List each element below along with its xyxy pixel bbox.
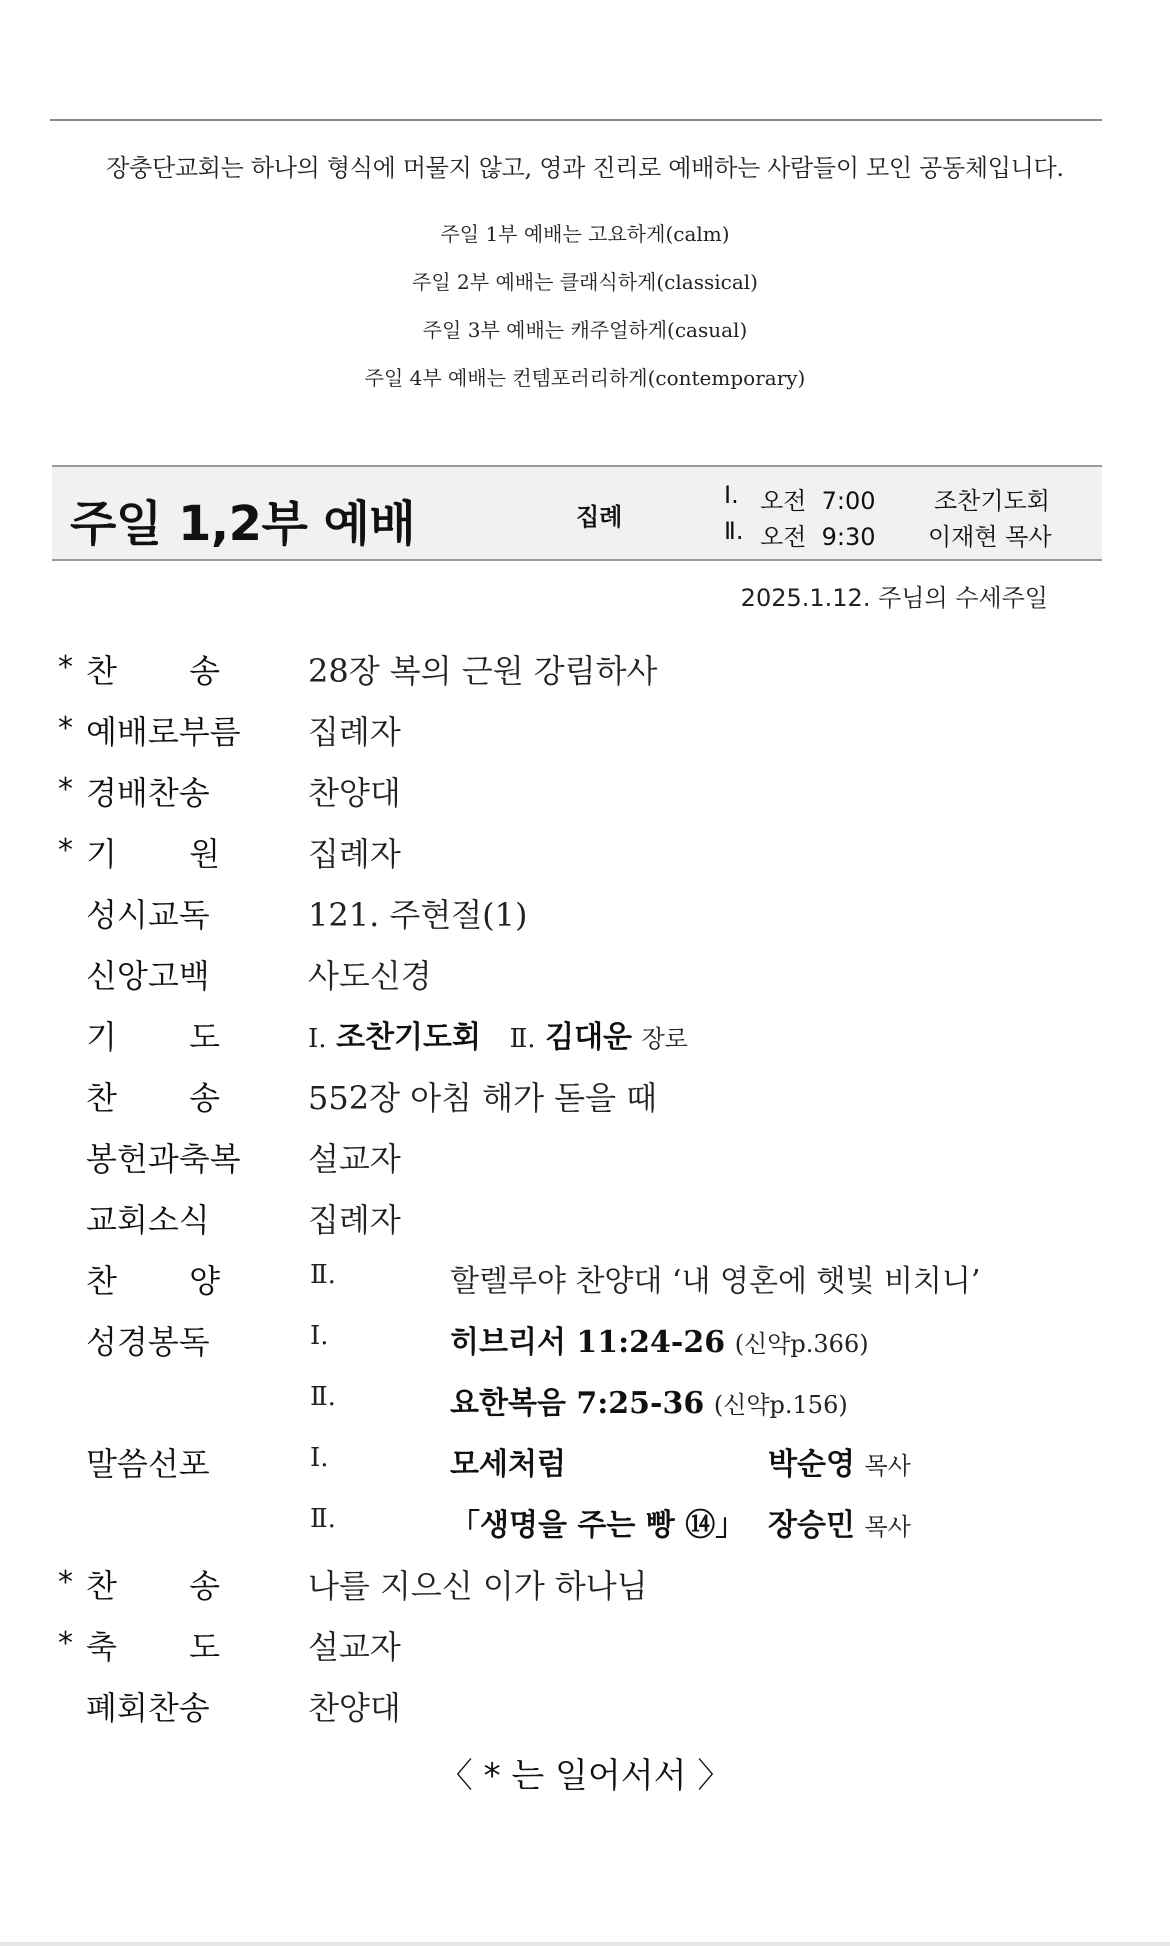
order-row	[0, 1256, 1170, 1306]
schedule-num-2: Ⅱ.	[724, 517, 744, 545]
order-row	[0, 1378, 1170, 1428]
service-style-2: 주일 2부 예배는 클래식하게(classical)	[412, 270, 758, 294]
schedule-num-1: Ⅰ.	[724, 481, 739, 509]
standing-note: 〈 * 는 일어서서 〉	[438, 1756, 732, 1796]
order-content: 찬양대	[308, 774, 401, 812]
order-row	[0, 1439, 1170, 1489]
order-content: 찬양대	[308, 1689, 401, 1727]
order-content: 나를 지으신 이가 하나님	[308, 1567, 648, 1605]
service-number: Ⅰ.	[310, 1443, 329, 1473]
stand-marker: *	[58, 650, 73, 685]
top-divider	[50, 119, 1102, 121]
church-intro: 장충단교회는 하나의 형식에 머물지 않고, 영과 진리로 예배하는 사람들이 모인 공동체입니다.	[106, 154, 1064, 182]
preacher: 장승민 목사	[768, 1508, 911, 1543]
order-content: 집례자	[308, 713, 401, 751]
order-row	[0, 1195, 1170, 1245]
order-label: 경배찬송	[86, 774, 210, 812]
order-label: 기 도	[86, 1018, 220, 1056]
prayer-content: Ⅰ. 조찬기도회 Ⅱ. 김대운 장로	[308, 1020, 688, 1055]
stand-marker: *	[58, 711, 73, 746]
order-row	[0, 951, 1170, 1001]
service-style-1: 주일 1부 예배는 고요하게(calm)	[440, 222, 730, 246]
order-row	[0, 829, 1170, 879]
stand-marker: *	[58, 1565, 73, 1600]
order-label: 말씀선포	[86, 1445, 210, 1483]
service-title: 주일 1,2부 예배	[70, 496, 416, 552]
order-label: 폐회찬송	[86, 1689, 210, 1727]
order-row	[0, 768, 1170, 818]
order-label: 기 원	[86, 835, 220, 873]
service-number: Ⅰ.	[310, 1321, 329, 1351]
order-row	[0, 1317, 1170, 1367]
order-label: 성시교독	[86, 896, 210, 934]
order-label: 축 도	[86, 1628, 220, 1666]
order-content: 설교자	[308, 1628, 401, 1666]
stand-marker: *	[58, 772, 73, 807]
order-row	[0, 1012, 1170, 1062]
order-label: 예배로부름	[86, 713, 241, 751]
service-number: Ⅱ.	[310, 1260, 336, 1290]
order-label: 찬 송	[86, 1567, 220, 1605]
order-row	[0, 646, 1170, 696]
order-content: 설교자	[308, 1140, 401, 1178]
order-content: 집례자	[308, 1201, 401, 1239]
schedule-leader-2: 이재현 목사	[928, 523, 1052, 551]
order-content: 552장 아침 해가 돋을 때	[308, 1079, 658, 1117]
order-row	[0, 1073, 1170, 1123]
order-row	[0, 1500, 1170, 1550]
presider-label: 집례	[576, 503, 623, 531]
scripture-content: 히브리서 11:24-26 (신약p.366)	[450, 1325, 869, 1360]
order-content: 사도신경	[308, 957, 432, 995]
order-content: 121. 주현절(1)	[308, 896, 528, 934]
order-label: 교회소식	[86, 1201, 210, 1239]
order-label: 찬 송	[86, 652, 220, 690]
schedule-time-1: 오전 7:00	[760, 487, 876, 515]
order-row	[0, 890, 1170, 940]
order-content: 28장 복의 근원 강림하사	[308, 652, 658, 690]
service-number: Ⅱ.	[310, 1504, 336, 1534]
schedule-leader-1: 조찬기도회	[934, 487, 1050, 515]
service-date: 2025.1.12. 주님의 수세주일	[740, 584, 1048, 612]
order-label: 신앙고백	[86, 957, 210, 995]
order-content: 집례자	[308, 835, 401, 873]
order-label: 찬 송	[86, 1079, 220, 1117]
preacher: 박순영 목사	[768, 1447, 911, 1482]
bottom-strip	[0, 1942, 1170, 1946]
stand-marker: *	[58, 833, 73, 868]
order-row	[0, 1561, 1170, 1611]
order-label: 봉헌과축복	[86, 1140, 241, 1178]
order-row	[0, 707, 1170, 757]
sermon-title: 모세처럼	[450, 1447, 566, 1482]
service-number: Ⅱ.	[310, 1382, 336, 1412]
anthem-content: 할렐루야 찬양대 ‘내 영혼에 햇빛 비치니’	[450, 1264, 981, 1299]
scripture-content: 요한복음 7:25-36 (신약p.156)	[450, 1386, 848, 1421]
order-label: 찬 양	[86, 1262, 220, 1300]
stand-marker: *	[58, 1626, 73, 1661]
order-row	[0, 1622, 1170, 1672]
sermon-title: 「생명을 주는 빵 ⑭」	[450, 1508, 746, 1543]
schedule-time-2: 오전 9:30	[760, 523, 876, 551]
order-label: 성경봉독	[86, 1323, 210, 1361]
service-header	[52, 465, 1102, 561]
service-style-4: 주일 4부 예배는 컨템포러리하게(contemporary)	[364, 366, 806, 390]
order-row	[0, 1134, 1170, 1184]
service-style-3: 주일 3부 예배는 캐주얼하게(casual)	[422, 318, 748, 342]
order-row	[0, 1683, 1170, 1733]
